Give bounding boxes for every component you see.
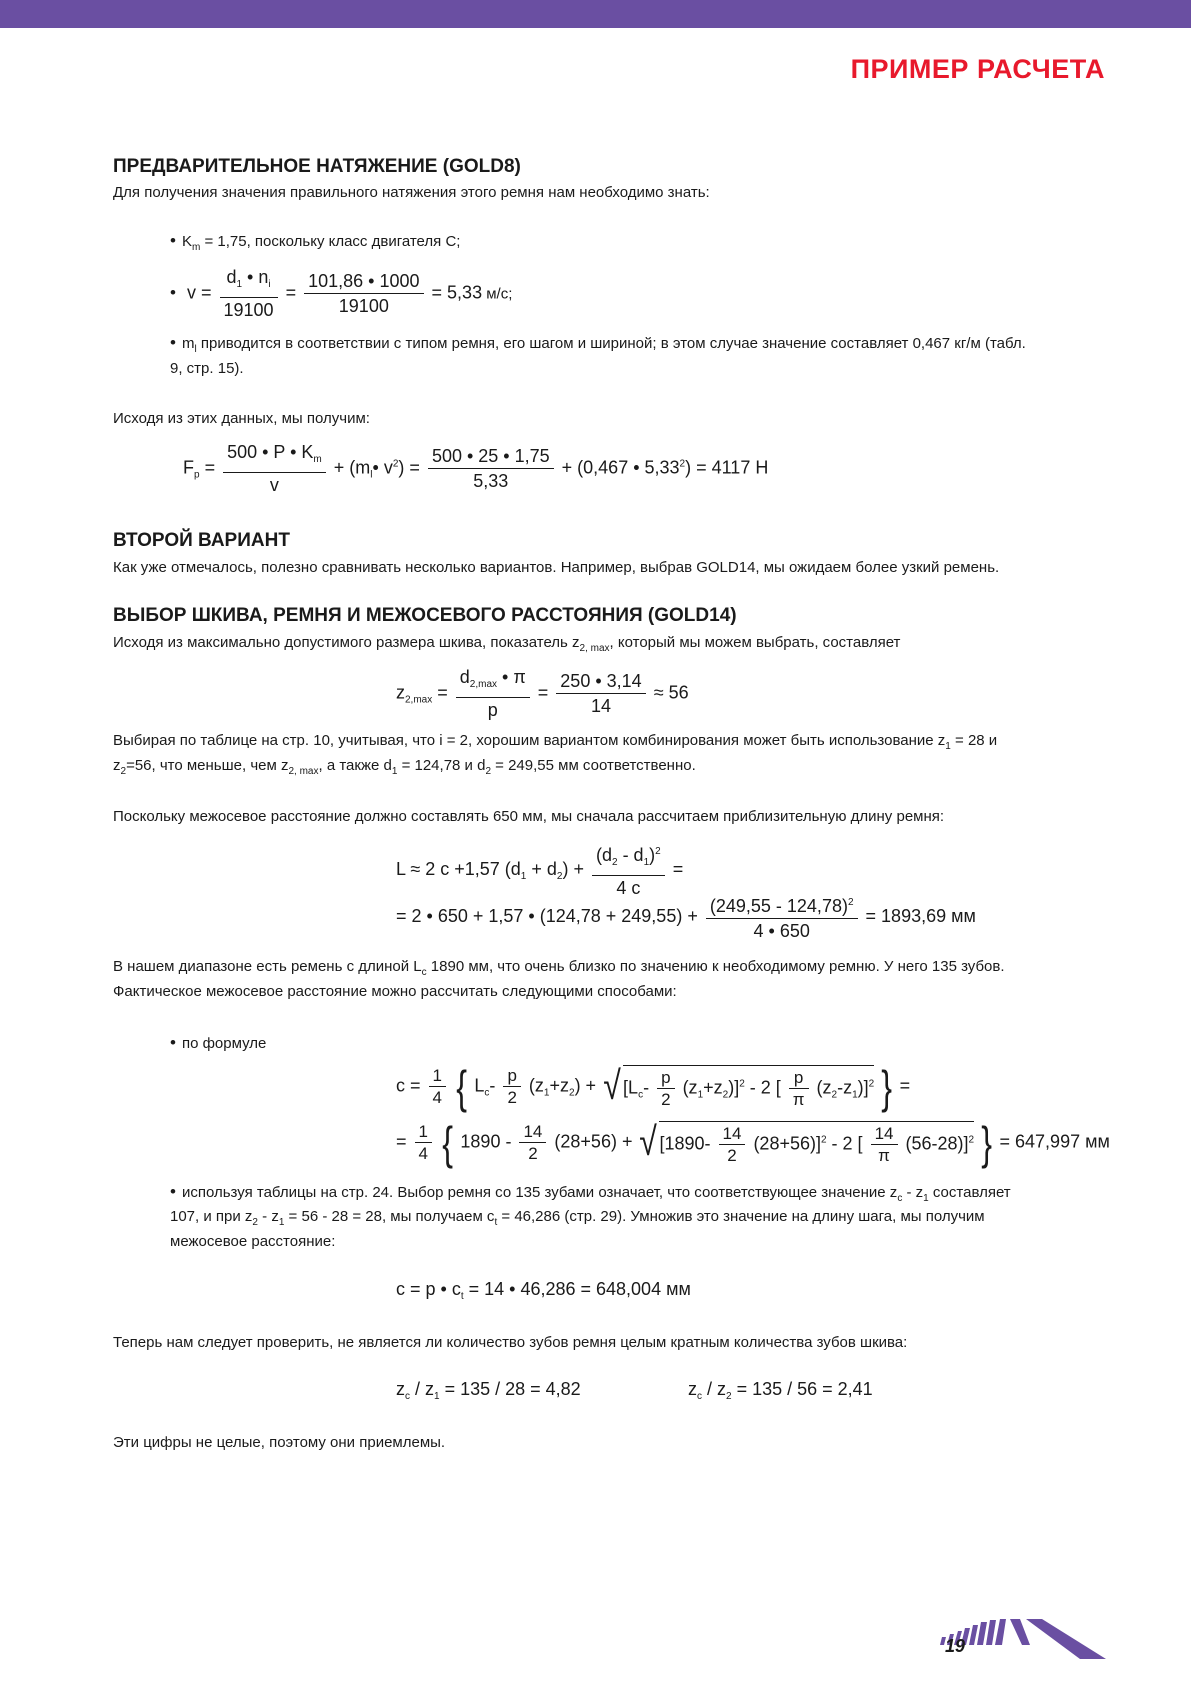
paragraph-intro: Для получения значения правильного натяжения этого ремня нам необходимо знать:	[113, 184, 710, 201]
paragraph-methods: Фактическое межосевое расстояние можно рассчитать следующими способами:	[113, 983, 677, 1000]
paragraph-belt-length: Поскольку межосевое расстояние должно составлять 650 мм, мы сначала рассчитаем приблизительную длину ремня:	[113, 808, 945, 825]
section-title-pretension: ПРЕДВАРИТЕЛЬНОЕ НАТЯЖЕНИЕ (GOLD8)	[113, 156, 521, 177]
paragraph-table-choice-cont: $z_2=56$, что меньше, чем $z_{2, max}$, а также $d_1 = 124,78$ и $d_2 = 249,55$ мм соответственно.	[113, 757, 696, 777]
bullet-km: • $K_m = 1,75$, поскольку класс двигателя С;	[170, 228, 460, 260]
formula-v: • v = $\frac{d_1 • n_i}{19100}$ = $\frac{101,86 • 1000}{19100}$ = 5,33 м/с;	[170, 266, 512, 321]
formula-length-2: = 2 • 650 + 1,57 • (124,78 + 249,55) + $\frac{(249,55 - 124,78)^2}{4 • 650}$ = 1893,69 мм	[396, 892, 976, 942]
formula-c-pct: c = p • $c_t = 14$ • 46,286 = 648,004 мм	[396, 1279, 691, 1302]
formula-zmax: $z_{2,max}$ = $\frac{d_{2,max} • \pi}{p}$ = $\frac{250 • 3,14}{14}$ ≈ 56	[396, 667, 689, 720]
formula-ratio-2: $z_c / z_2 = 135 / 56 = 2,41$	[688, 1379, 873, 1402]
bullet-by-tables-cont2: межосевое расстояние:	[170, 1233, 336, 1250]
formula-fp: $F_p$ = $\frac{500 • P • K_m}{v}$ + ($m_l•$ $v^2$) = $\frac{500 • 25 • 1,75}{5,33}$ + (0,467 • $5,33^2) = 4117$ Н	[183, 442, 769, 495]
bullet-by-tables-cont: 107, и при $z_2 - z_1 = 56 - 28 = 28$, мы получаем $c_t = 46,286$ (стр. 29). Умножив это значение на длину шага, мы получим	[170, 1208, 985, 1228]
paragraph-result-intro: Исходя из этих данных, мы получим:	[113, 410, 370, 427]
paragraph-zmax: Исходя из максимально допустимого размера шкива, показатель $z_{2, max}$, который мы можем выбрать, составляет	[113, 634, 901, 654]
section-title-pulley-selection: ВЫБОР ШКИВА, РЕМНЯ И МЕЖОСЕВОГО РАССТОЯНИЯ (GOLD14)	[113, 605, 737, 626]
paragraph-belt-found: В нашем диапазоне есть ремень с длиной $L_c$ 1890 мм, что очень близко по значению к необходимому ремню. У него 135 зубов.	[113, 958, 1005, 978]
bullet-by-tables: • используя таблицы на стр. 24. Выбор ремня со 135 зубами означает, что соответствующее значение $z_c - z_1$ составляет	[170, 1179, 1011, 1211]
top-color-bar	[0, 0, 1191, 28]
paragraph-table-choice: Выбирая по таблице на стр. 10, учитывая, что i = 2, хорошим вариантом комбинирования может быть использование $z_1 = 28$ и	[113, 732, 998, 752]
bullet-ml-cont: 9, стр. 15).	[170, 360, 244, 377]
formula-length-1: L ≈ 2 c +1,57 $(d_1 + d_2)$ + $\frac{(d_2 - d_1)^2}{4 c}$ =	[396, 841, 683, 899]
formula-ratio-1: $z_c / z_1 = 135 / 28 = 4,82$	[396, 1379, 581, 1402]
page-number: 19	[945, 1636, 966, 1656]
bullet-by-formula: • по формуле	[170, 1030, 266, 1056]
page-heading: ПРИМЕР РАСЧЕТА	[850, 54, 1105, 84]
paragraph-conclusion: Эти цифры не целые, поэтому они приемлемы.	[113, 1434, 446, 1451]
formula-center-distance-1: c = $\frac{1}{4}$ { $L_c-$ $\frac{p}{2}$ $(z_1+z_2)$ + √ [$L_c-$ $\frac{p}{2}$ $(z_1+z_2)]^2 - 2$ [ $\frac{p}{\pi}$ $(z_2-z_1)]^2$ } =	[396, 1060, 911, 1113]
paragraph-check-multiple: Теперь нам следует проверить, не является ли количество зубов ремня целым кратным количества зубов шкива:	[113, 1334, 908, 1351]
formula-center-distance-2: = $\frac{1}{4}$ { 1890 - $\frac{14}{2}$ (28+56) + √ [1890- $\frac{14}{2}$ (28+56)]$^2$ - 2 [ $\frac{14}{\pi}$ (56-28)]$^2$ } = 647,997 мм	[396, 1116, 1110, 1169]
bullet-ml: • $m_l$ приводится в соответствии с типом ремня, его шагом и шириной; в этом случае значение составляет 0,467 кг/м (табл.	[170, 330, 1026, 362]
paragraph-second-variant: Как уже отмечалось, полезно сравнивать несколько вариантов. Например, выбрав GOLD14, мы ожидаем более узкий ремень.	[113, 559, 1000, 576]
section-title-second-variant: ВТОРОЙ ВАРИАНТ	[113, 530, 290, 551]
